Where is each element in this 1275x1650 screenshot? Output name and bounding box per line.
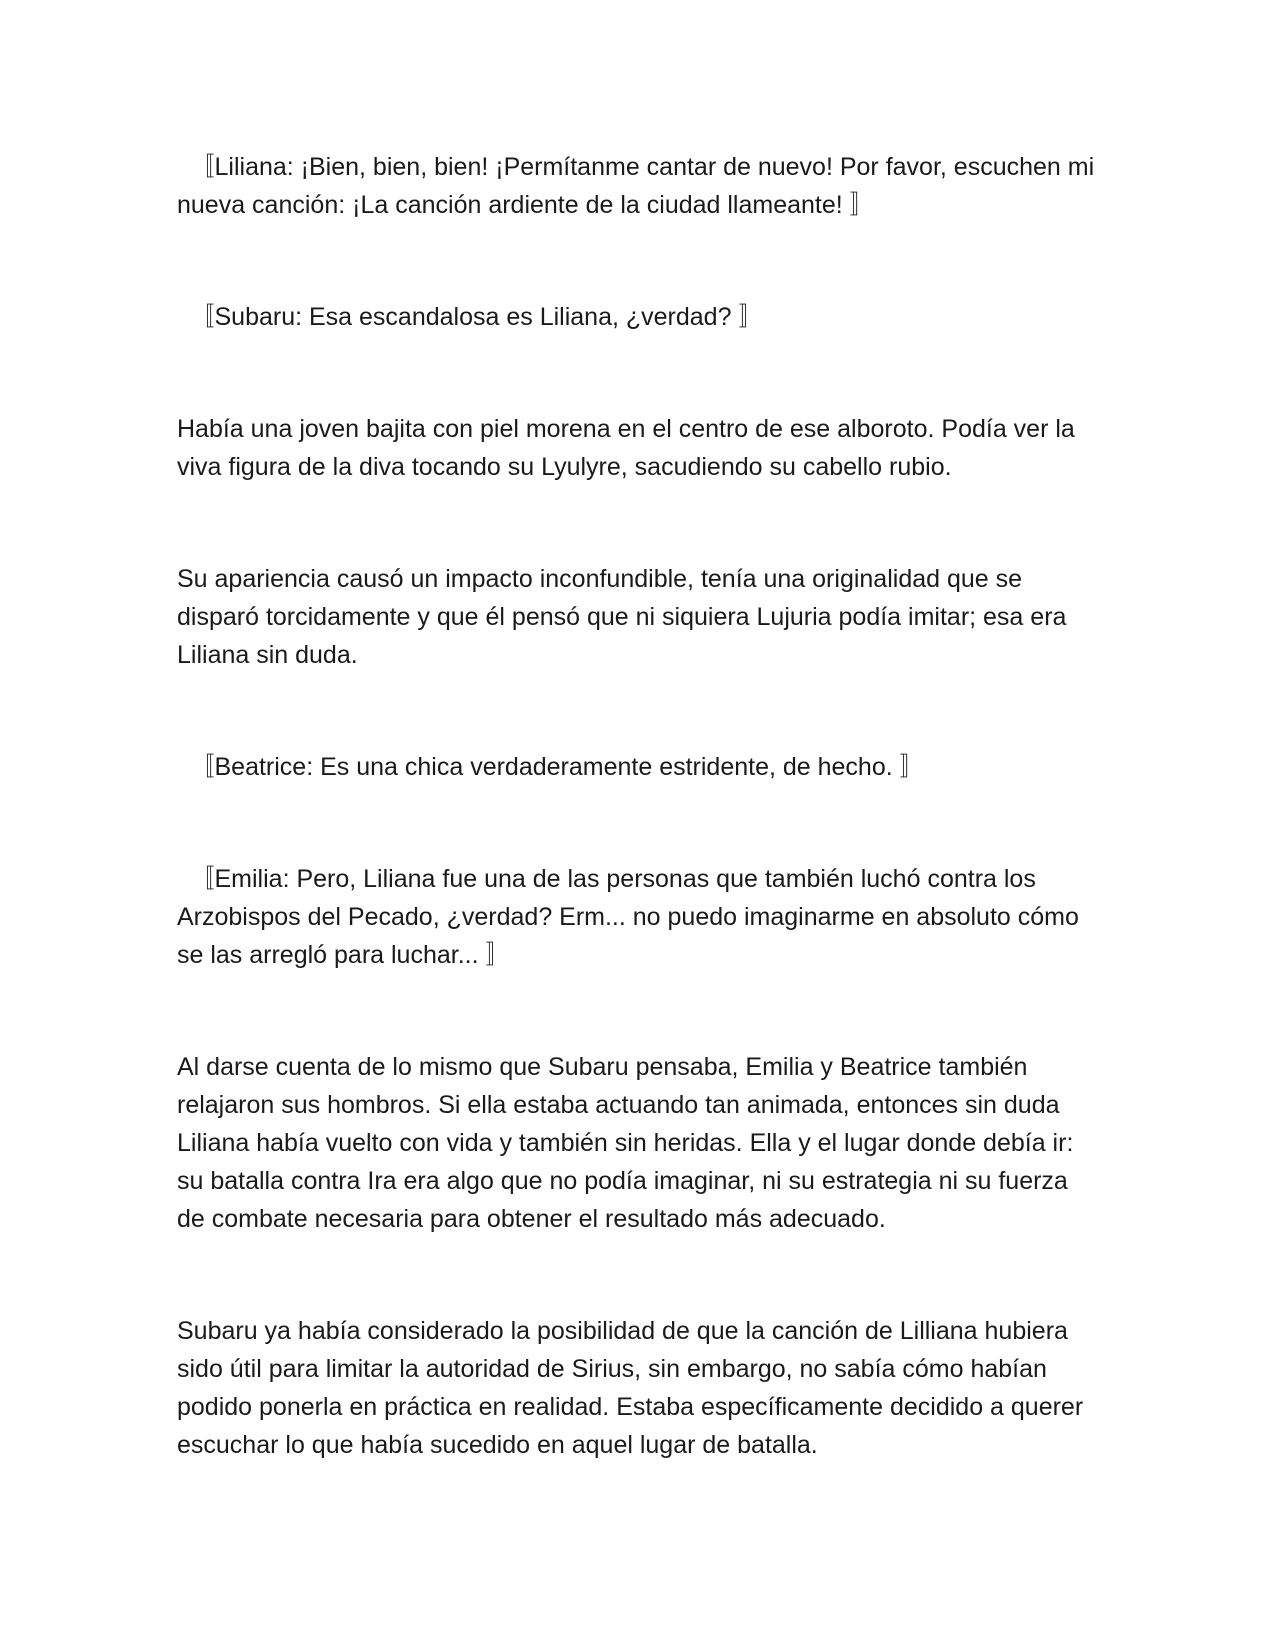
narration-paragraph: Al darse cuenta de lo mismo que Subaru pensaba, Emilia y Beatrice también relajaron sus hombros. Si ella estaba actuando tan animada, entonces sin duda Liliana había vuelto con vida y también sin heridas. Ella y el lugar donde debía ir: su batalla contra Ira era algo que no podía imaginar, ni su estrategia ni su fuerza de combate necesaria para obtener el resultado más adecuado.: [177, 1053, 1074, 1233]
paragraph-spacer: [177, 674, 1097, 748]
paragraph-spacer: [177, 786, 1097, 860]
paragraph-spacer: [177, 974, 1097, 1048]
dialogue-emilia: 〚Emilia: Pero, Liliana fue una de las personas que también luchó contra los Arzobispos del Pecado, ¿verdad? Erm... no puedo imaginarme en absoluto cómo se las arregló para luchar... 〛: [177, 865, 1079, 969]
narration-paragraph: Subaru ya había considerado la posibilidad de que la canción de Lilliana hubiera sido útil para limitar la autoridad de Sirius, sin embargo, no sabía cómo habían podido ponerla en práctica en realidad. Estaba específicamente decidido a querer escuchar lo que había sucedido en aquel lugar de batalla.: [177, 1317, 1084, 1459]
dialogue-subaru: 〚Subaru: Esa escandalosa es Liliana, ¿verdad? 〛: [177, 303, 764, 331]
paragraph-spacer: [177, 486, 1097, 560]
narration-paragraph: Su apariencia causó un impacto inconfundible, tenía una originalidad que se disparó torcidamente y que él pensó que ni siquiera Lujuria podía imitar; esa era Liliana sin duda.: [177, 565, 1067, 669]
paragraph-spacer: [177, 336, 1097, 410]
narration-paragraph: Había una joven bajita con piel morena en el centro de ese alboroto. Podía ver la viva figura de la diva tocando su Lyulyre, sacudiendo su cabello rubio.: [177, 415, 1075, 481]
dialogue-beatrice: 〚Beatrice: Es una chica verdaderamente estridente, de hecho. 〛: [177, 753, 925, 781]
dialogue-liliana: 〚Liliana: ¡Bien, bien, bien! ¡Permítanme cantar de nuevo! Por favor, escuchen mi nueva canción: ¡La canción ardiente de la ciudad llameante! 〛: [177, 153, 1095, 219]
paragraph-spacer: [177, 1238, 1097, 1312]
paragraph-spacer: [177, 224, 1097, 298]
document-body: [177, 148, 1097, 1464]
